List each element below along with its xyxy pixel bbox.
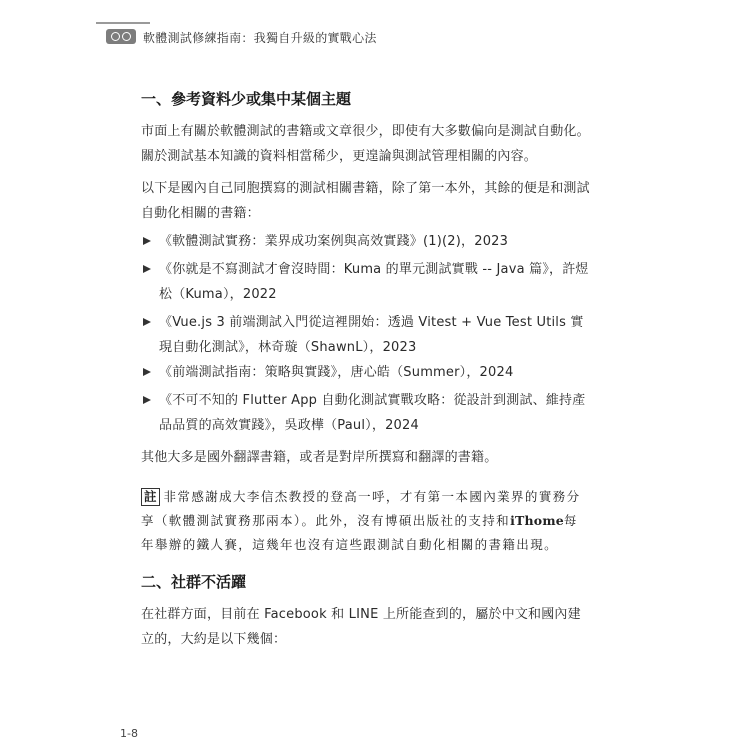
section-heading-1: 一、參考資料少或集中某個主題: [141, 90, 352, 108]
bullet-triangle-icon: [143, 265, 151, 273]
note-bold-text: iThome: [510, 513, 564, 528]
page-number: 1-8: [120, 727, 138, 740]
book-entry: 《前端測試指南：策略與實踐》，唐心皓（Summer），2024: [159, 365, 514, 380]
list-item: [141, 229, 591, 254]
footnote-block: [141, 485, 591, 557]
badge-ring-left: [111, 32, 120, 41]
bullet-triangle-icon: [143, 368, 151, 376]
book-entry: 《不可不知的 Flutter App 自動化測試實戰攻略：從設計到測試、維持產品品質的高效實踐》，吳政樺（Paul），2024: [159, 393, 586, 433]
running-header-title: 軟體測試修練指南：我獨自升級的實戰心法: [143, 31, 377, 45]
book-entry: 《你就是不寫測試才會沒時間：Kuma 的單元測試實戰 -- Java 篇》，許煜松（Kuma），2022: [159, 262, 589, 302]
header-rule: [96, 22, 150, 24]
list-item: [141, 388, 591, 438]
paragraph-book-list-intro: 以下是國內自己同胞撰寫的測試相關書籍，除了第一本外，其餘的便是和測試自動化相關的書籍：: [141, 181, 590, 221]
chapter-badge-icon: [106, 29, 136, 44]
bullet-triangle-icon: [143, 396, 151, 404]
paragraph-community: 在社群方面，目前在 Facebook 和 LINE 上所能查到的，屬於中文和國內建立的，大約是以下幾個：: [141, 607, 581, 647]
badge-ring-right: [122, 32, 131, 41]
list-item: [141, 310, 591, 360]
bullet-triangle-icon: [143, 318, 151, 326]
book-entry: 《軟體測試實務：業界成功案例與高效實踐》(1)(2)，2023: [159, 234, 509, 249]
book-entry: 《Vue.js 3 前端測試入門從這裡開始：透過 Vitest + Vue Test Utils 實現自動化測試》，林奇璇（ShawnL），2023: [159, 315, 584, 355]
note-text-before: 非常感謝成大李信杰教授的登高一呼，才有第一本國內業界的實務分享（軟體測試實務那兩本）。此外，沒有博碩出版社的支持和: [141, 489, 581, 528]
section-heading-2: 二、社群不活躍: [141, 573, 247, 591]
list-item: [141, 257, 591, 307]
list-item: [141, 360, 591, 385]
bullet-triangle-icon: [143, 237, 151, 245]
note-text-after: 每年舉辦的鐵人賽，這幾年也沒有這些跟測試自動化相關的書籍出現。: [141, 513, 578, 552]
paragraph-foreign-books: 其他大多是國外翻譯書籍，或者是對岸所撰寫和翻譯的書籍。: [141, 450, 498, 465]
paragraph-intro: 市面上有關於軟體測試的書籍或文章很少，即使有大多數偏向是測試自動化。關於測試基本知識的資料相當稀少，更遑論與測試管理相關的內容。: [141, 124, 590, 164]
note-tag: 註: [141, 488, 160, 506]
